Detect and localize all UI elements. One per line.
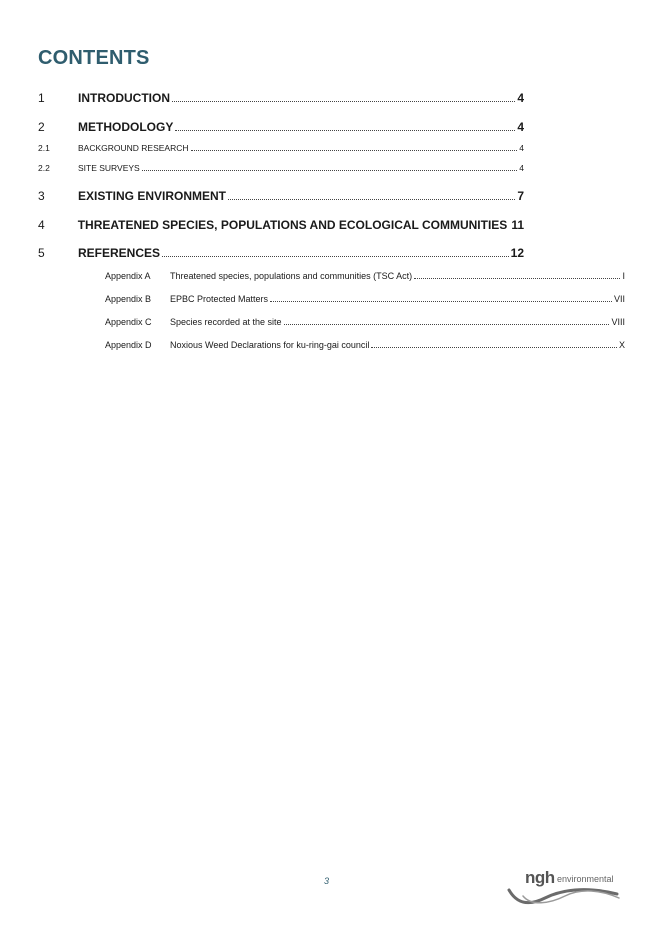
toc-entry-number: 2.2 xyxy=(38,163,50,173)
toc-entry-introduction[interactable] xyxy=(38,91,524,105)
page-title: CONTENTS xyxy=(38,47,150,69)
toc-entry-number: 1 xyxy=(38,91,45,105)
toc-leader-dots xyxy=(414,278,620,279)
toc-entry-text: REFERENCES xyxy=(78,246,161,260)
toc-entry-text: EXISTING ENVIRONMENT xyxy=(78,189,227,203)
toc-entry-existing-environment[interactable] xyxy=(38,189,524,203)
appendix-page: VII xyxy=(613,294,625,304)
toc-entry-site-surveys[interactable] xyxy=(38,163,524,173)
toc-entry-page: 4 xyxy=(519,143,524,153)
appendix-page: I xyxy=(622,271,625,281)
toc-appendix-a[interactable] xyxy=(105,271,625,281)
toc-entry-page: 4 xyxy=(519,163,524,173)
appendix-label: Appendix C xyxy=(105,317,152,327)
toc-leader-dots xyxy=(142,170,518,171)
toc-leader-dots xyxy=(284,324,610,325)
appendix-label: Appendix B xyxy=(105,294,152,304)
toc-entry-number: 2 xyxy=(38,120,45,134)
toc-appendix-d[interactable] xyxy=(105,340,625,350)
logo-suffix: environmental xyxy=(557,874,614,884)
toc-entry-background-research[interactable] xyxy=(38,143,524,153)
appendix-label: Appendix A xyxy=(105,271,151,281)
appendix-page: VIII xyxy=(611,317,625,327)
toc-leader-dots xyxy=(270,301,612,302)
toc-appendix-b[interactable] xyxy=(105,294,625,304)
appendix-label: Appendix D xyxy=(105,340,152,350)
toc-leader-dots xyxy=(228,199,515,200)
toc-leader-dots xyxy=(371,347,617,348)
appendix-text: Threatened species, populations and communities (TSC Act) xyxy=(170,271,413,281)
page-number: 3 xyxy=(324,876,330,886)
toc-leader-dots xyxy=(172,101,515,102)
toc-entry-page: 12 xyxy=(510,246,524,260)
toc-entry-text: THREATENED SPECIES, POPULATIONS AND ECOLOGICAL COMMUNITIES xyxy=(77,218,508,232)
toc-leader-dots xyxy=(175,130,515,131)
appendix-text: Noxious Weed Declarations for ku-ring-gai council xyxy=(170,340,370,350)
toc-entry-number: 4 xyxy=(38,218,45,232)
toc-leader-dots xyxy=(162,256,509,257)
toc-entry-references[interactable] xyxy=(38,246,524,260)
toc-entry-text: BACKGROUND RESEARCH xyxy=(78,143,189,153)
toc-entry-methodology[interactable] xyxy=(38,120,524,134)
toc-entry-number: 5 xyxy=(38,246,45,260)
toc-leader-dots xyxy=(191,150,518,151)
toc-entry-number: 3 xyxy=(38,189,45,203)
appendix-text: Species recorded at the site xyxy=(170,317,282,327)
toc-entry-page: 11 xyxy=(511,218,524,232)
toc-entry-text: METHODOLOGY xyxy=(78,120,174,134)
toc-entry-text: SITE SURVEYS xyxy=(78,163,140,173)
logo-wave-icon xyxy=(505,884,623,910)
toc-entry-page: 7 xyxy=(517,189,524,203)
toc-entry-threatened-species[interactable] xyxy=(38,218,524,232)
toc-entry-page: 4 xyxy=(517,120,524,134)
toc-entry-number: 2.1 xyxy=(38,143,50,153)
toc-appendix-c[interactable] xyxy=(105,317,625,327)
company-logo xyxy=(505,866,623,912)
toc-entry-text: INTRODUCTION xyxy=(78,91,170,105)
appendix-text: EPBC Protected Matters xyxy=(170,294,269,304)
appendix-page: X xyxy=(618,340,625,350)
logo-brand: ngh xyxy=(525,868,555,887)
toc-entry-page: 4 xyxy=(517,91,524,105)
